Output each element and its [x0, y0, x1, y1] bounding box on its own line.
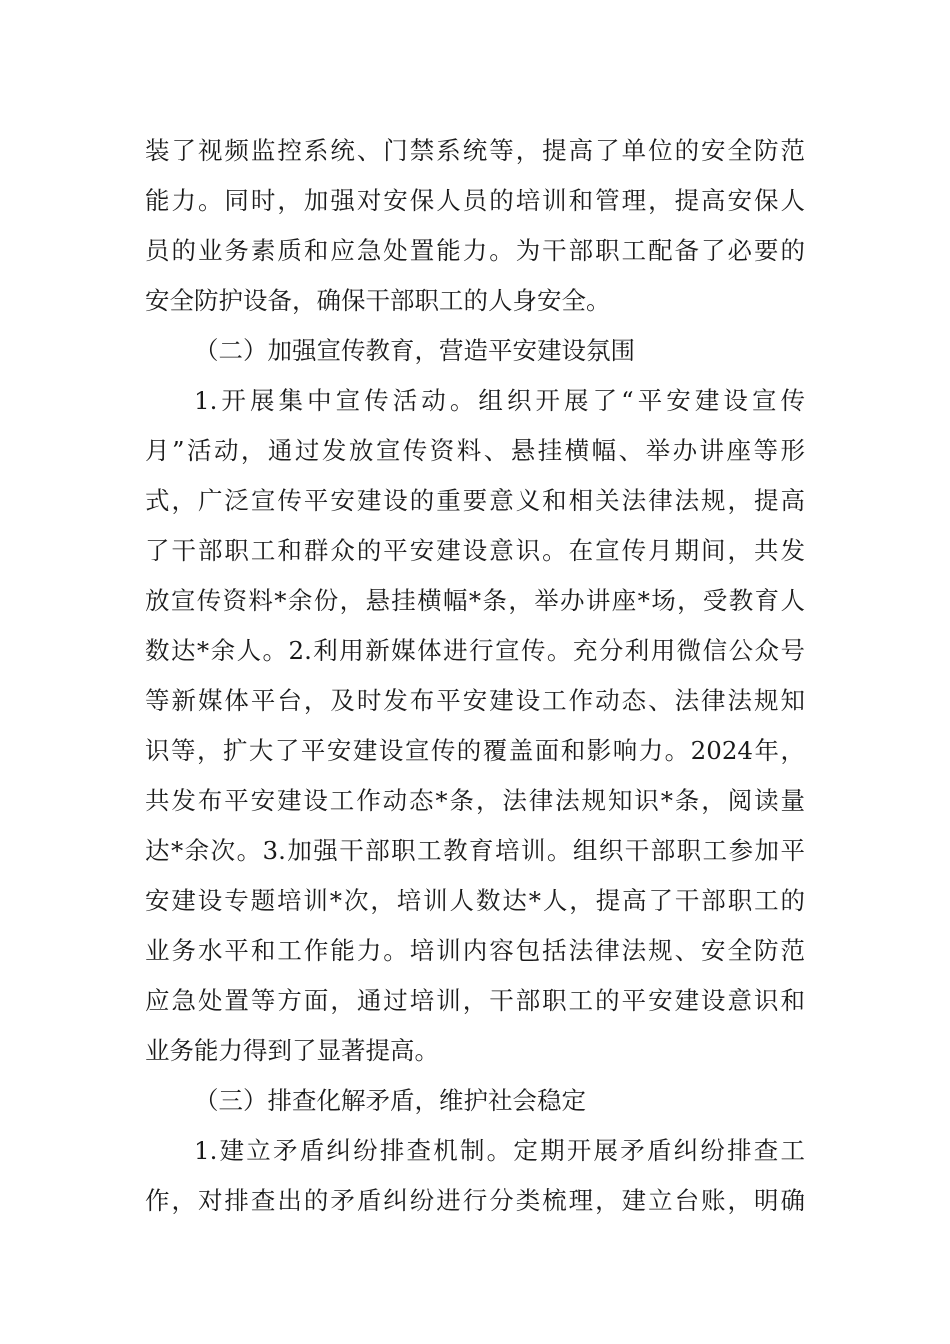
paragraph-line: 共发布平安建设工作动态*条，法律法规知识*条，阅读量 [145, 786, 805, 815]
paragraph-line: 放宣传资料*余份，悬挂横幅*条，举办讲座*场，受教育人 [145, 586, 805, 615]
paragraph-line: 了干部职工和群众的平安建设意识。在宣传月期间，共发 [145, 536, 805, 565]
section-heading-3: （三）排查化解矛盾，维护社会稳定 [194, 1086, 586, 1115]
paragraph-line: 等新媒体平台，及时发布平安建设工作动态、法律法规知 [145, 686, 805, 715]
paragraph-line: 安全防护设备，确保干部职工的人身安全。 [145, 286, 611, 315]
section-heading-2: （二）加强宣传教育，营造平安建设氛围 [194, 336, 635, 365]
paragraph-line: 数达*余人。2.利用新媒体进行宣传。充分利用微信公众号 [145, 636, 805, 665]
paragraph-line: 作，对排查出的矛盾纠纷进行分类梳理，建立台账，明确 [145, 1186, 805, 1215]
paragraph-line: 应急处置等方面，通过培训，干部职工的平安建设意识和 [145, 986, 805, 1015]
paragraph-line: 月”活动，通过发放宣传资料、悬挂横幅、举办讲座等形 [145, 436, 805, 465]
paragraph-line: 识等，扩大了平安建设宣传的覆盖面和影响力。2024年， [145, 736, 805, 765]
paragraph-line: 业务水平和工作能力。培训内容包括法律法规、安全防范 [145, 936, 805, 965]
paragraph-line: 员的业务素质和应急处置能力。为干部职工配备了必要的 [145, 236, 805, 265]
paragraph-line: 达*余次。3.加强干部职工教育培训。组织干部职工参加平 [145, 836, 805, 865]
paragraph-line: 装了视频监控系统、门禁系统等，提高了单位的安全防范 [145, 136, 805, 165]
paragraph-line: 1.开展集中宣传活动。组织开展了“平安建设宣传 [194, 386, 805, 415]
paragraph-line: 安建设专题培训*次，培训人数达*人，提高了干部职工的 [145, 886, 805, 915]
paragraph-line: 能力。同时，加强对安保人员的培训和管理，提高安保人 [145, 186, 805, 215]
paragraph-line: 式，广泛宣传平安建设的重要意义和相关法律法规，提高 [145, 486, 805, 515]
paragraph-line: 业务能力得到了显著提高。 [145, 1036, 439, 1065]
paragraph-line: 1.建立矛盾纠纷排查机制。定期开展矛盾纠纷排查工 [194, 1136, 805, 1165]
